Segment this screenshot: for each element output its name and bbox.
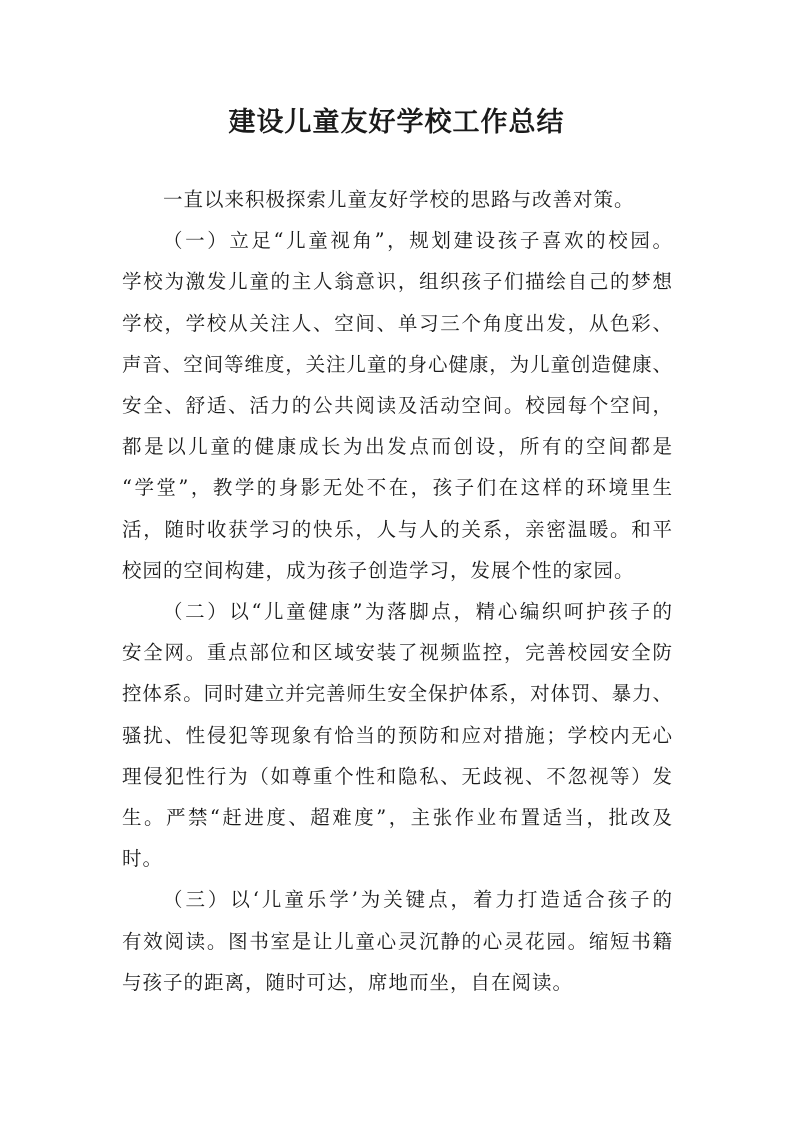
paragraph-line: （二）以“儿童健康”为落脚点，精心编织呵护孩子的 — [163, 600, 672, 623]
paragraph-line: 有效阅读。图书室是让儿童心灵沉静的心灵花园。缩短书籍 — [122, 929, 672, 953]
paragraph-line: 一直以来积极探索儿童友好学校的思路与改善对策。 — [163, 188, 635, 211]
paragraph-line: 活，随时收获学习的快乐，人与人的关系，亲密温暖。和平 — [122, 517, 672, 541]
document-title: 建设儿童友好学校工作总结 — [228, 107, 565, 138]
paragraph-line: 安全网。重点部位和区域安装了视频监控，完善校园安全防 — [122, 641, 672, 665]
paragraph-line: “学堂”，教学的身影无处不在，孩子们在这样的环境里生 — [122, 476, 672, 500]
paragraph-line: 校园的空间构建，成为孩子创造学习，发展个性的家园。 — [122, 558, 635, 582]
paragraph-line: 与孩子的距离，随时可达，席地而坐，自在阅读。 — [122, 970, 574, 994]
paragraph-line: 学校为激发儿童的主人翁意识，组织孩子们描绘自己的梦想 — [122, 270, 672, 294]
paragraph-line: （三）以‘儿童乐学’为关键点，着力打造适合孩子的 — [163, 888, 672, 912]
paragraph-line: 骚扰、性侵犯等现象有恰当的预防和应对措施；学校内无心 — [122, 723, 672, 747]
paragraph-line: 学校，学校从关注人、空间、单习三个角度出发，从色彩、 — [122, 311, 672, 335]
paragraph-line: 声音、空间等维度，关注儿童的身心健康，为儿童创造健康、 — [122, 352, 672, 376]
paragraph-line: 时。 — [122, 847, 164, 871]
paragraph-line: （一）立足“儿童视角”，规划建设孩子喜欢的校园。 — [163, 229, 672, 253]
paragraph-line: 生。严禁“赶进度、超难度”，主张作业布置适当，批改及 — [122, 806, 672, 829]
paragraph-line: 理侵犯性行为（如尊重个性和隐私、无歧视、不忽视等）发 — [122, 764, 672, 788]
paragraph-line: 安全、舒适、活力的公共阅读及活动空间。校园每个空间， — [122, 394, 672, 417]
paragraph-line: 控体系。同时建立并完善师生安全保护体系，对体罚、暴力、 — [122, 682, 672, 706]
paragraph-line: 都是以儿童的健康成长为出发点而创设，所有的空间都是 — [122, 435, 672, 459]
